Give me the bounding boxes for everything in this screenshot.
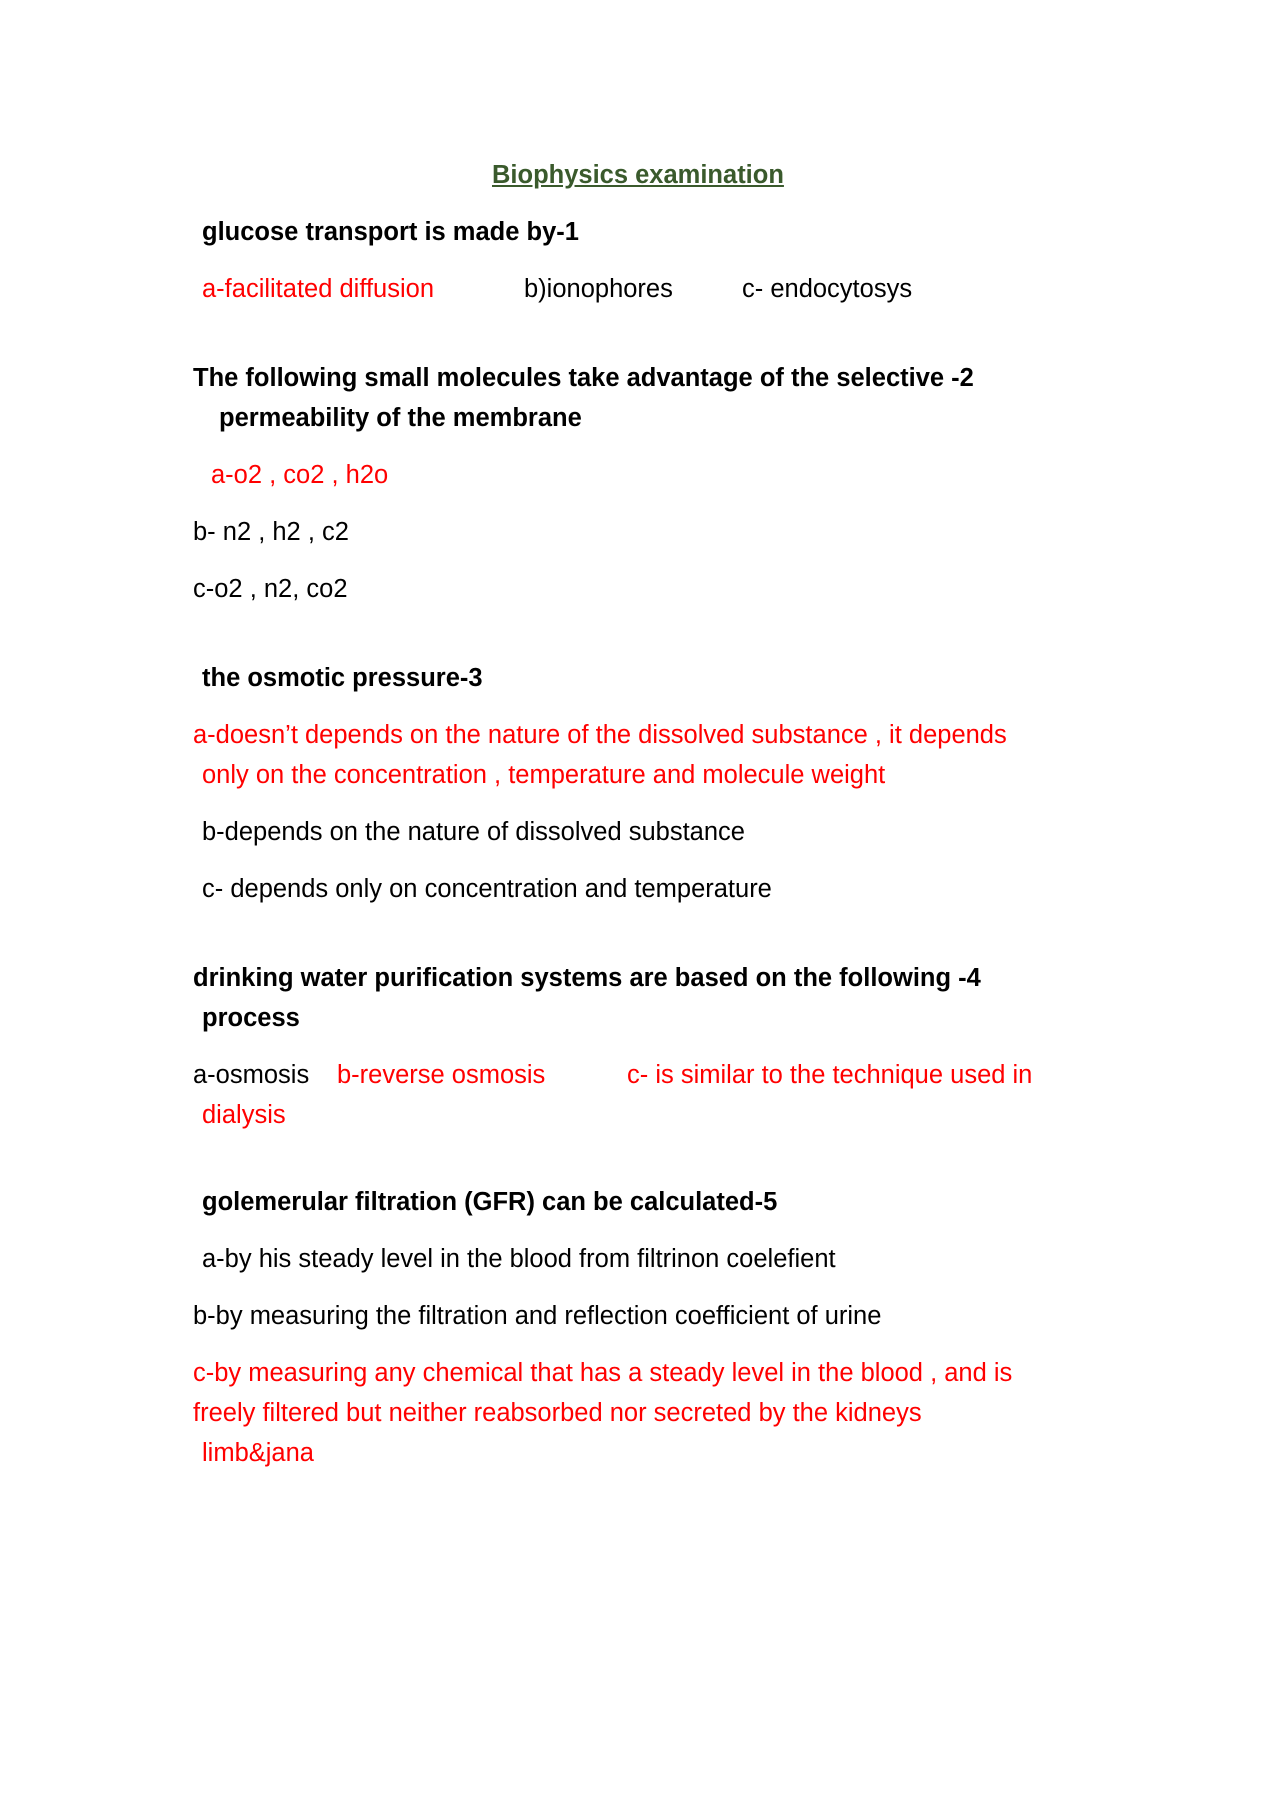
q5-option-a: a-by his steady level in the blood from filtrinon coelefient xyxy=(202,1245,836,1273)
q4-option-c-line-2: dialysis xyxy=(202,1101,286,1129)
question-1: glucose transport is made by-1 xyxy=(202,218,579,246)
q3-option-a-line-1: a-doesn’t depends on the nature of the dissolved substance , it depends xyxy=(193,721,1007,749)
q4-option-a: a-osmosis xyxy=(193,1061,310,1089)
q2-option-b: b- n2 , h2 , c2 xyxy=(193,518,349,546)
q3-option-a-line-2: only on the concentration , temperature and molecule weight xyxy=(202,761,886,789)
question-4-line-2: process xyxy=(202,1004,300,1032)
q5-option-b: b-by measuring the filtration and reflection coefficient of urine xyxy=(193,1302,882,1330)
page-title: Biophysics examination xyxy=(492,161,784,189)
q1-option-b: b)ionophores xyxy=(524,275,673,303)
question-3: the osmotic pressure-3 xyxy=(202,664,483,692)
q4-option-b: b-reverse osmosis xyxy=(337,1061,546,1089)
q5-option-c-line-2: freely filtered but neither reabsorbed nor secreted by the kidneys xyxy=(193,1399,922,1427)
question-2-line-2: permeability of the membrane xyxy=(219,404,582,432)
question-4-line-1: drinking water purification systems are based on the following -4 xyxy=(193,964,981,992)
q3-option-c: c- depends only on concentration and temperature xyxy=(202,875,772,903)
q1-option-c: c- endocytosys xyxy=(742,275,913,303)
q1-option-a: a-facilitated diffusion xyxy=(202,275,435,303)
q5-option-c-line-1: c-by measuring any chemical that has a steady level in the blood , and is xyxy=(193,1359,1013,1387)
question-2-line-1: The following small molecules take advantage of the selective -2 xyxy=(193,364,974,392)
signature-text: limb&jana xyxy=(202,1439,314,1467)
q2-option-a: a-o2 , co2 , h2o xyxy=(211,461,389,489)
q3-option-b: b-depends on the nature of dissolved substance xyxy=(202,818,745,846)
q2-option-c: c-o2 , n2, co2 xyxy=(193,575,348,603)
question-5: golemerular filtration (GFR) can be calculated-5 xyxy=(202,1188,778,1216)
q4-option-c-line-1: c- is similar to the technique used in xyxy=(627,1061,1033,1089)
